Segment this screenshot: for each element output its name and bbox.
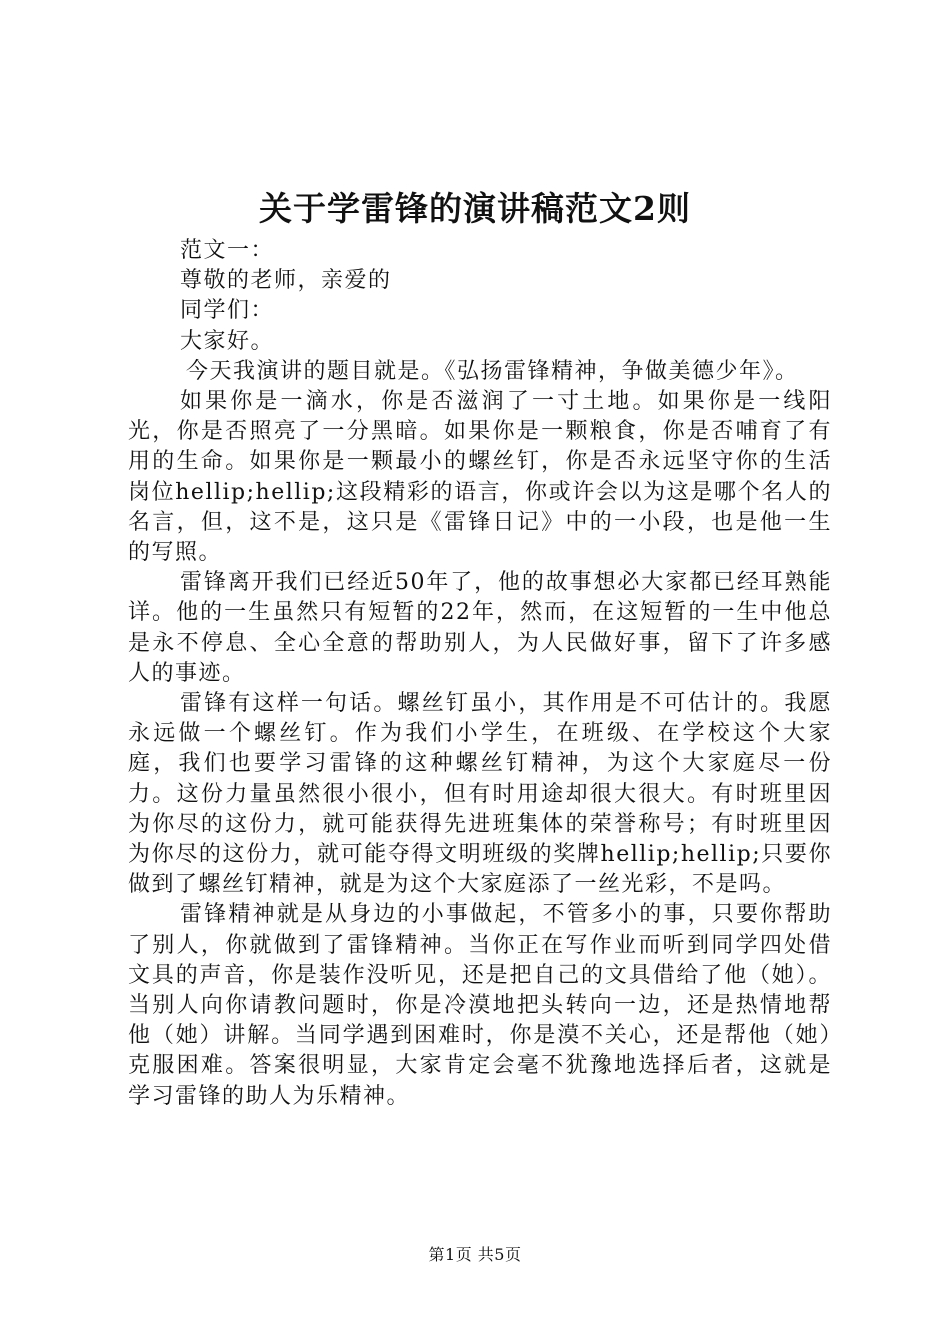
paragraph: 今天我演讲的题目就是。《弘扬雷锋精神，争做美德少年》。	[186, 358, 799, 384]
document-body	[128, 236, 832, 1112]
paragraph: 范文一：	[180, 238, 275, 263]
paragraph: 如果你是一滴水，你是否滋润了一寸土地。如果你是一线阳光，你是否照亮了一分黑暗。如果你是一颗粮食，你是否哺育了有用的生命。如果你是一颗最小的螺丝钉，你是否永远坚守你的生活岗位hellip;hellip;这段精彩的语言，你或许会以为这是哪个名人的名言，但，这不是，这只是《雷锋日记》中的一小段，也是他一生的写照。	[128, 389, 832, 566]
paragraph: 雷锋精神就是从身边的小事做起，不管多小的事，只要你帮助了别人，你就做到了雷锋精神。当你正在写作业而听到同学四处借文具的声音，你是装作没听见，还是把自己的文具借给了他（她）。当别人向你请教问题时，你是冷漠地把头转向一边，还是热情地帮他（她）讲解。当同学遇到困难时，你是漠不关心，还是帮他（她）克服困难。答案很明显，大家肯定会毫不犹豫地选择后者，这就是学习雷锋的助人为乐精神。	[128, 902, 832, 1109]
paragraph: 雷锋离开我们已经近50年了，他的故事想必大家都已经耳熟能详。他的一生虽然只有短暂的22年，然而，在这短暂的一生中他总是永不停息、全心全意的帮助别人，为人民做好事，留下了许多感人的事迹。	[128, 570, 832, 686]
paragraph: 尊敬的老师，亲爱的	[180, 268, 392, 294]
page-footer: 第1页 共5页	[428, 1245, 522, 1264]
paragraph: 大家好。	[180, 328, 275, 354]
paragraph: 雷锋有这样一句话。螺丝钉虽小，其作用是不可估计的。我愿永远做一个螺丝钉。作为我们小学生，在班级、在学校这个大家庭，我们也要学习雷锋的这种螺丝钉精神，为这个大家庭尽一份力。这份力量虽然很小很小，但有时用途却很大很大。有时班里因为你尽的这份力，就可能获得先进班集体的荣誉称号；有时班里因为你尽的这份力，就可能夺得文明班级的奖牌hellip;hellip;只要你做到了螺丝钉精神，就是为这个大家庭添了一丝光彩，不是吗。	[128, 691, 832, 898]
document-title: 关于学雷锋的演讲稿范文2则	[259, 189, 691, 228]
paragraph: 同学们：	[180, 298, 275, 324]
